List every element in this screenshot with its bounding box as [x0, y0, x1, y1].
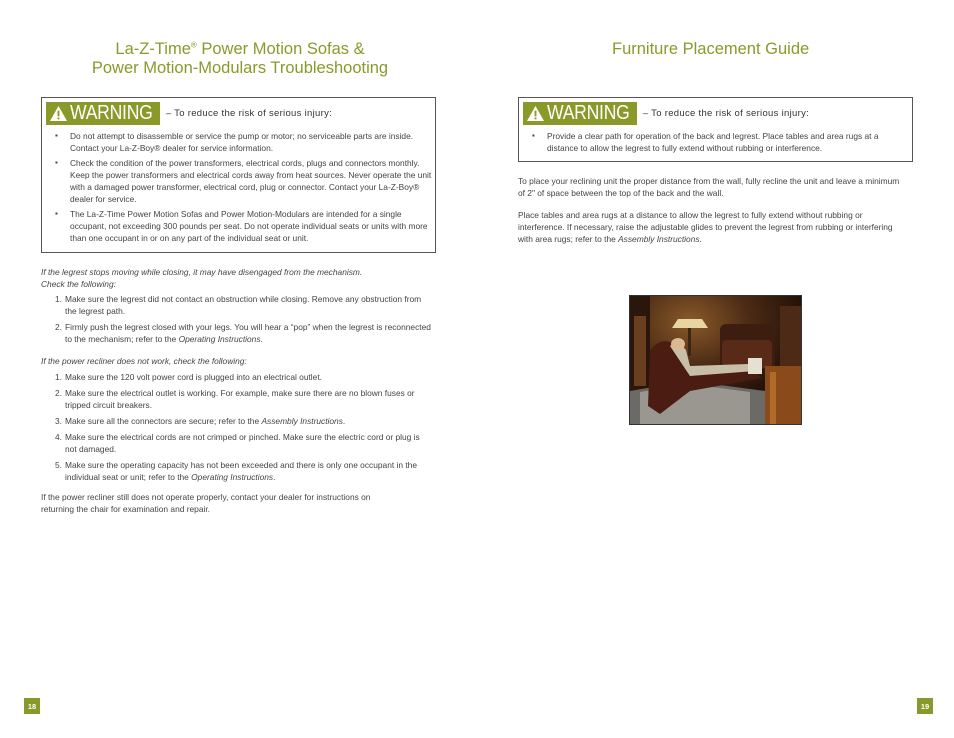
left-warning-bullet-item-text: Check the condition of the power transformers, electrical cords, plugs and connectors monthly. Keep the power transformers and electrical cords away from heat sources. Never operate the unit with a damaged power transformer, electrical cord, plug or connector. Contact your La-Z-Boy® dealer for service.: [70, 158, 432, 204]
left-warning-bullet-item-text: The La-Z-Time Power Motion Sofas and Power Motion-Modulars are intended for a single occupant, not exceeding 300 pounds per seat. Do not operate individual seats or units with more than one occupant in or on any part of the individual seat or unit.: [70, 209, 428, 243]
power-step-item-italic: Operating Instructions: [191, 472, 274, 482]
power-step-item-italic: Assembly Instructions: [261, 416, 343, 426]
recliner-scene-illustration: [630, 296, 802, 425]
right-warning-word: WARNING: [547, 102, 630, 124]
legrest-step-item-italic: Operating Instructions: [178, 334, 261, 344]
left-warning-header: [46, 102, 332, 125]
right-warning-badge: [523, 102, 637, 125]
right-warning-box: [518, 97, 913, 162]
power-step-item: [41, 371, 431, 383]
right-paragraph-2-text: Place tables and area rugs at a distance to allow the legrest to fully extend without rubbing or interference. If necessary, raise the adjustable glides to prevent the legrest from rubbing or interfering with area rugs; refer to the: [518, 210, 893, 244]
power-step-item: [41, 431, 431, 455]
page-number-18: 18: [24, 698, 40, 714]
left-warning-bullets: [42, 130, 432, 247]
legrest-step-item: [41, 293, 431, 317]
left-title-line2: Power Motion-Modulars Troubleshooting: [91, 59, 389, 77]
legrest-steps-list: [41, 293, 431, 349]
left-title-line1: La-Z-Time: [115, 40, 191, 58]
right-paragraph-2-tail: .: [699, 234, 702, 244]
right-warning-bullet-item: [519, 130, 904, 154]
power-step-item-number: 2.: [55, 388, 62, 398]
right-paragraph-2: [518, 209, 903, 245]
power-step-item: [41, 387, 431, 411]
left-warning-subtitle: – To reduce the risk of serious injury:: [165, 108, 333, 119]
legrest-step-item: [41, 321, 431, 345]
left-warning-badge: [46, 102, 160, 125]
right-warning-header: [523, 102, 809, 125]
right-warning-subtitle: – To reduce the risk of serious injury:: [642, 108, 810, 119]
power-step-item-text: Make sure the electrical outlet is working. For example, make sure there are no blown fuses or tripped circuit breakers.: [65, 388, 415, 410]
recliner-photo: [629, 295, 802, 425]
page-number-19: 19: [917, 698, 933, 714]
power-step-item-tail: .: [273, 472, 276, 482]
power-steps-list: [41, 371, 431, 487]
power-step-item: [41, 459, 431, 483]
power-step-item-text: Make sure the operating capacity has not been exceeded and there is only one occupant in the individual seat or unit; refer to the: [65, 460, 417, 482]
power-step-item: [41, 415, 431, 427]
legrest-step-item-tail: .: [260, 334, 263, 344]
power-step-item-number: 1.: [55, 372, 62, 382]
right-warning-bullets: [519, 130, 904, 157]
right-paragraph-1: To place your reclining unit the proper distance from the wall, fully recline the unit and leave a minimum of 2" of space between the top of the back and the wall.: [518, 176, 900, 198]
power-step-item-number: 3.: [55, 416, 62, 426]
registered-mark: ®: [190, 40, 197, 50]
legrest-step-item-number: 2.: [55, 322, 62, 332]
right-warning-bullet-item-text: Provide a clear path for operation of the back and legrest. Place tables and area rugs at a distance to allow the legrest to fully extend without rubbing or interference.: [547, 131, 879, 153]
right-page-title: Furniture Placement Guide: [612, 40, 810, 58]
power-step-item-text: Make sure the electrical cords are not crimped or pinched. Make sure the electric cord or plug is not damaged.: [65, 432, 420, 454]
warning-triangle-icon: [526, 105, 545, 122]
right-paragraph-2-italic: Assembly Instructions: [618, 234, 700, 244]
power-step-item-number: 4.: [55, 432, 62, 442]
legrest-lead-line1: If the legrest stops moving while closing, it may have disengaged from the mechanism.: [41, 267, 363, 277]
left-warning-box: [41, 97, 436, 253]
legrest-lead-line2: Check the following:: [41, 279, 116, 289]
left-closing-paragraph: If the power recliner still does not operate properly, contact your dealer for instructions on returning the chair for examination and repair.: [41, 492, 371, 514]
left-warning-bullet-item: [42, 130, 432, 154]
power-step-item-text: Make sure all the connectors are secure; refer to the: [65, 416, 262, 426]
legrest-step-item-text: Firmly push the legrest closed with your legs. You will hear a “pop” when the legrest is reconnected to the mechanism; refer to the: [65, 322, 431, 344]
warning-triangle-icon: [49, 105, 68, 122]
power-step-item-number: 5.: [55, 460, 62, 470]
left-warning-bullet-item: [42, 157, 432, 205]
legrest-step-item-number: 1.: [55, 294, 62, 304]
power-step-item-text: Make sure the 120 volt power cord is plugged into an electrical outlet.: [65, 372, 322, 382]
left-warning-bullet-item: [42, 208, 432, 244]
legrest-step-item-text: Make sure the legrest did not contact an obstruction while closing. Remove any obstruction from the legrest path.: [65, 294, 422, 316]
left-title-line1-rest: Power Motion Sofas &: [196, 40, 365, 58]
legrest-lead: [41, 266, 441, 290]
power-lead: If the power recliner does not work, check the following:: [41, 356, 247, 366]
power-step-item-tail: .: [342, 416, 346, 426]
left-warning-word: WARNING: [70, 102, 153, 124]
left-page-title: [40, 40, 440, 78]
left-warning-bullet-item-text: Do not attempt to disassemble or service the pump or motor; no serviceable parts are inside. Contact your La-Z-Boy® dealer for service information.: [70, 131, 414, 153]
